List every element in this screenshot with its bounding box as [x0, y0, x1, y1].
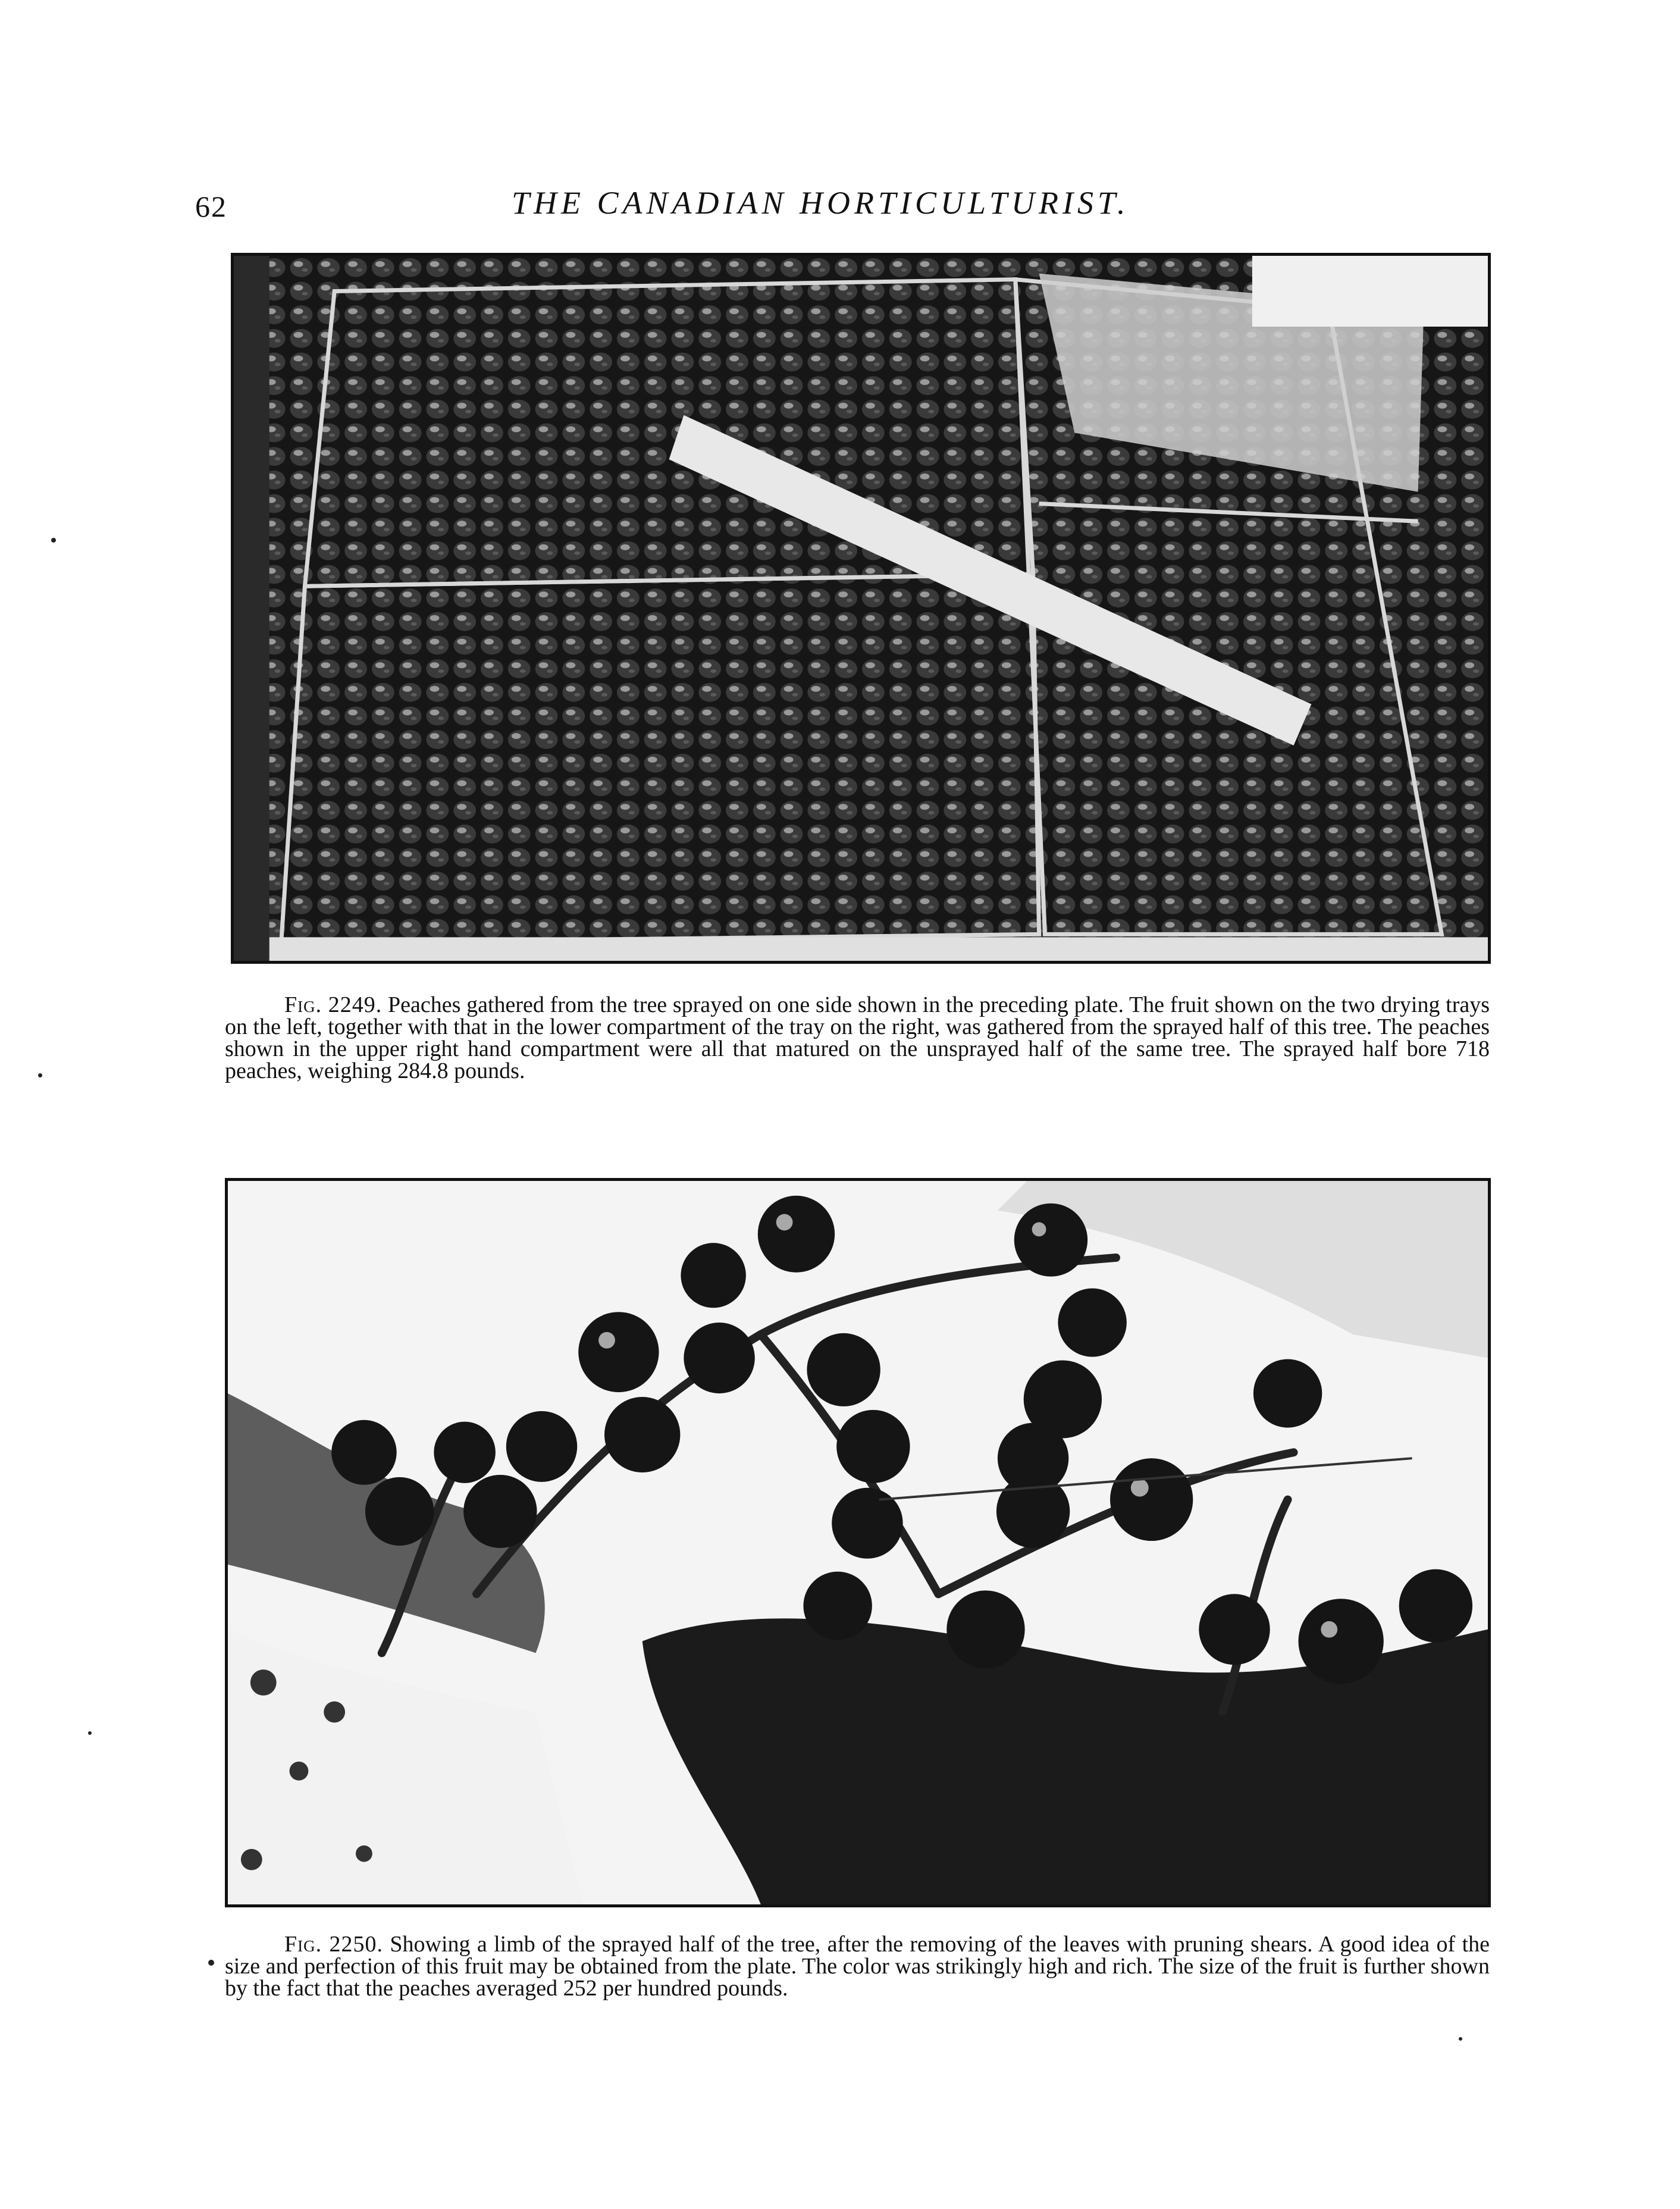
figure-2250-caption [225, 1934, 1490, 2000]
scan-speck [88, 1731, 92, 1735]
peach-limb-image [228, 1181, 1488, 1904]
figure-2249-photo [231, 253, 1491, 964]
figure-2249-caption [225, 994, 1490, 1082]
figure-2250-text: Showing a limb of the sprayed half of the tree, after the removing of the leaves with pruning shears. A good idea of the size and perfection of this fruit may be obtained from the plate. The color was strikingly high and rich. The size of the fruit is further shown by the fact that the peaches averaged 252 per hundred pounds. [225, 1932, 1490, 2001]
scan-speck [1459, 2037, 1462, 2041]
scan-speck [38, 1073, 42, 1077]
figure-2250-label: Fig. 2250. [284, 1932, 383, 1957]
page-number: 62 [195, 190, 227, 223]
figure-2249-text: Peaches gathered from the tree sprayed on one side shown in the preceding plate. The fruit shown on the two drying trays on the left, together with that in the lower compartment of the tray on the right, was gathered from the sprayed half of this tree. The peaches shown in the upper right hand compartment were all that matured on the unsprayed half of the same tree. The sprayed half bore 718 peaches, weighing 284.8 pounds. [225, 992, 1490, 1083]
scan-speck [51, 538, 56, 543]
figure-2249-label: Fig. 2249. [284, 992, 383, 1017]
scan-speck [208, 1960, 214, 1966]
running-head: THE CANADIAN HORTICULTURIST. [512, 185, 1130, 221]
peach-trays-image [234, 256, 1488, 961]
figure-2250-photo [225, 1178, 1491, 1907]
